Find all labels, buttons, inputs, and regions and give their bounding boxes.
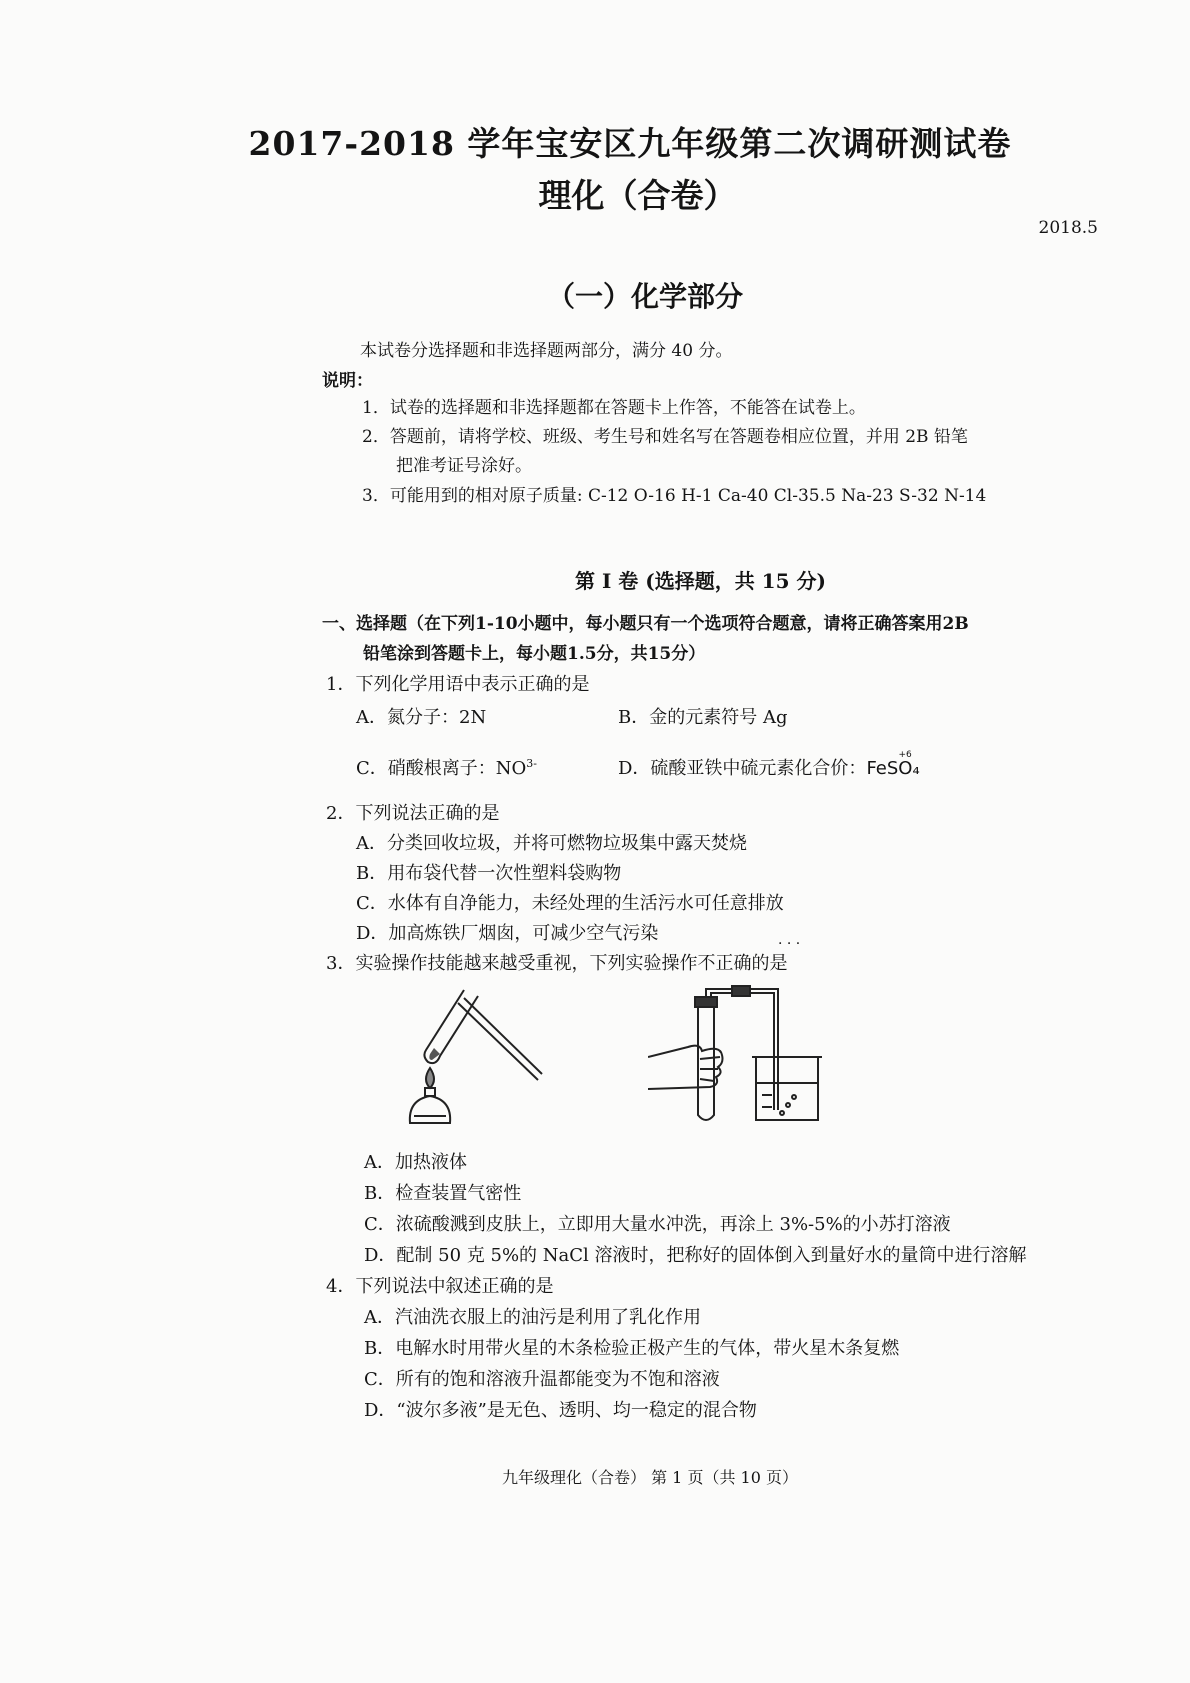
exam-date: 2018.5 (1038, 218, 1098, 238)
q3-emphasis-dots: · · · (778, 936, 801, 952)
airtightness-check-figure (648, 985, 878, 1130)
q2-option-a: A．分类回收垃圾，并将可燃物垃圾集中露天焚烧 (356, 833, 747, 854)
heating-liquid-figure (400, 988, 550, 1128)
notes-label: 说明： (322, 371, 373, 391)
part-title: 第 I 卷 (选择题，共 15 分) (575, 569, 826, 593)
q2-stem: 2．下列说法正确的是 (326, 803, 500, 824)
exam-title: 2017-2018 学年宝安区九年级第二次调研测试卷 (248, 124, 1012, 163)
q1-option-d-text: D．硫酸亚铁中硫元素化合价： (618, 758, 867, 779)
q4-stem: 4．下列说法中叙述正确的是 (326, 1276, 554, 1297)
q4-option-b: B．电解水时用带火星的木条检验正极产生的气体，带火星木条复燃 (364, 1338, 900, 1359)
q3-stem: 3．实验操作技能越来越受重视，下列实验操作不正确的是 (326, 953, 788, 974)
intro-text: 本试卷分选择题和非选择题两部分，满分 40 分。 (360, 341, 733, 361)
note-3: 3．可能用到的相对原子质量: C-12 O-16 H-1 Ca-40 Cl-35.5 Na-23 S-32 N-14 (362, 486, 987, 506)
q4-option-c: C．所有的饱和溶液升温都能变为不饱和溶液 (364, 1369, 720, 1390)
q4-option-a: A．汽油洗衣服上的油污是利用了乳化作用 (364, 1307, 701, 1328)
q1-option-c (356, 754, 537, 780)
q1-stem: 1．下列化学用语中表示正确的是 (326, 674, 590, 695)
page-footer: 九年级理化（合卷） 第 1 页（共 10 页） (502, 1468, 798, 1487)
q1-option-d (618, 750, 920, 780)
q2-option-c: C．水体有自净能力，未经处理的生活污水可任意排放 (356, 893, 784, 914)
q1-option-d-oxidation: +6 (898, 750, 912, 760)
q2-option-d: D．加高炼铁厂烟囱，可减少空气污染 (356, 923, 659, 944)
q1-option-c-charge: 3- (526, 757, 537, 770)
q1-option-d-formula: FeSO₄ (866, 758, 920, 779)
section1-line2: 铅笔涂到答题卡上，每小题1.5分，共15分） (363, 644, 706, 664)
q4-option-d: D．“波尔多液”是无色、透明、均一稳定的混合物 (364, 1400, 757, 1421)
q3-option-c: C．浓硫酸溅到皮肤上，立即用大量水冲洗，再涂上 3%-5%的小苏打溶液 (364, 1214, 951, 1235)
q2-option-b: B．用布袋代替一次性塑料袋购物 (356, 863, 622, 884)
section1-line1: 一、选择题（在下列1-10小题中，每小题只有一个选项符合题意，请将正确答案用2B (322, 614, 969, 634)
exam-subtitle: 理化（合卷） (538, 176, 737, 215)
note-2b: 把准考证号涂好。 (396, 456, 532, 476)
q1-option-b: B．金的元素符号 Ag (618, 707, 788, 728)
section-title: （一）化学部分 (546, 280, 743, 313)
note-1: 1．试卷的选择题和非选择题都在答题卡上作答，不能答在试卷上。 (362, 398, 866, 418)
q1-option-c-text: C．硝酸根离子：NO (356, 758, 527, 779)
note-2a: 2．答题前，请将学校、班级、考生号和姓名写在答题卷相应位置，并用 2B 铅笔 (362, 427, 968, 447)
q1-option-d-formula-wrap (866, 750, 920, 779)
q3-option-d: D．配制 50 克 5%的 NaCl 溶液时，把称好的固体倒入到量好水的量筒中进行溶解 (364, 1245, 1027, 1266)
q3-option-b: B．检查装置气密性 (364, 1183, 522, 1204)
q3-option-a: A．加热液体 (364, 1152, 467, 1173)
q1-option-a: A．氮分子：2N (356, 707, 487, 728)
